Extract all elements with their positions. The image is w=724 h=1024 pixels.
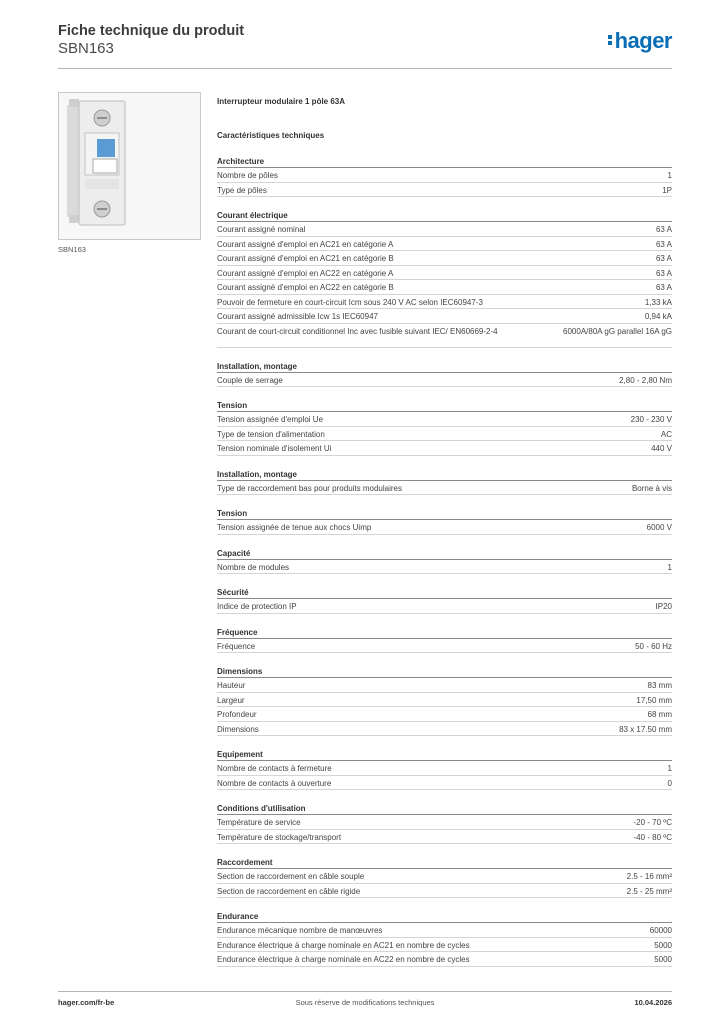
spec-value: 50 - 60 Hz [635,641,672,651]
spec-section [217,910,672,967]
spec-row [217,251,672,266]
spec-value: 1 [667,764,672,773]
footer-divider [58,991,672,992]
spec-label: Pouvoir de fermeture en court-circuit Icm sous 240 V AC selon IEC60947-3 [217,297,483,307]
section-title: Tension [217,507,672,520]
product-name: Interrupteur modulaire 1 pôle 63A [217,97,346,106]
spec-section [217,507,672,535]
spec-row [217,168,672,183]
spec-row [217,520,672,535]
spec-label: Tension assignée d'emploi Ue [217,415,324,424]
spec-label: Type de pôles [217,185,267,195]
spec-label: Courant assigné d'emploi en AC21 en catégorie B [217,254,394,263]
spec-label: Nombre de contacts à fermeture [217,764,332,773]
spec-label: Type de tension d'alimentation [217,429,325,439]
spec-value: 5000 [654,940,672,950]
spec-row [217,183,672,198]
spec-label: Largeur [217,695,245,705]
spec-value: 68 mm [647,710,672,719]
section-title: Installation, montage [217,360,672,373]
spec-row [217,412,672,427]
spec-section [217,665,672,736]
section-title: Raccordement [217,856,672,869]
spec-row [217,427,672,442]
footer-website: hager.com/fr-be [58,998,115,1007]
spec-value: 63 A [655,283,672,292]
spec-label: Couple de serrage [217,375,283,385]
spec-row [217,324,672,348]
spec-section [217,209,672,348]
product-image [58,92,201,240]
spec-label: Courant de court-circuit conditionnel Inc avec fusible suivant IEC/ EN60669-2-4 [217,326,498,336]
spec-section [217,586,672,614]
spec-row [217,266,672,281]
spec-row [217,237,672,252]
spec-row [217,693,672,708]
spec-section [217,468,672,496]
product-reference: SBN163 [58,40,114,57]
footer-notice: Sous réserve de modifications techniques [295,998,435,1007]
image-caption: SBN163 [58,245,86,254]
spec-sections [217,155,672,967]
spec-row [217,309,672,324]
section-title: Conditions d'utilisation [217,802,672,815]
spec-label: Endurance électrique à charge nominale en AC21 en nombre de cycles [217,940,470,950]
spec-label: Courant assigné nominal [217,225,306,234]
spec-value: -20 - 70 ºC [633,818,672,827]
section-title: Sécurité [217,586,672,599]
spec-section [217,856,672,898]
spec-label: Hauteur [217,681,246,690]
spec-label: Dimensions [217,724,259,734]
spec-value: 60000 [649,926,672,935]
spec-row [217,884,672,899]
spec-value: 6000 V [646,523,672,532]
spec-value: 1P [662,185,672,195]
spec-row [217,707,672,722]
spec-value: 0 [667,778,672,788]
spec-label: Section de raccordement en câble rigide [217,886,361,896]
spec-label: Courant assigné d'emploi en AC22 en catégorie B [217,283,394,292]
hager-logo [608,28,672,54]
spec-label: Profondeur [217,710,257,719]
spec-row [217,923,672,938]
spec-value: 2.5 - 16 mm² [626,872,672,881]
spec-label: Section de raccordement en câble souple [217,872,365,881]
spec-row [217,815,672,830]
spec-section [217,547,672,575]
spec-value: 63 A [655,225,672,234]
spec-value: 1 [667,171,672,180]
spec-row [217,938,672,953]
section-title: Equipement [217,748,672,761]
spec-row [217,869,672,884]
section-title: Capacité [217,547,672,560]
spec-section [217,802,672,844]
section-title: Installation, montage [217,468,672,481]
logo-dots-icon [608,33,613,47]
section-title: Courant électrique [217,209,672,222]
spec-value: 63 A [655,268,672,278]
spec-section [217,155,672,197]
spec-value: 17,50 mm [636,695,672,705]
spec-label: Courant assigné d'emploi en AC21 en catégorie A [217,239,394,249]
spec-value: 6000A/80A gG parallel 16A gG [563,326,672,336]
spec-value: 2.5 - 25 mm² [626,886,672,896]
spec-value: 5000 [654,955,672,964]
page-title: Fiche technique du produit [58,23,245,39]
spec-value: 83 mm [647,681,672,690]
spec-row [217,441,672,456]
spec-label: Endurance électrique à charge nominale en AC22 en nombre de cycles [217,955,470,964]
spec-value: AC [660,429,672,439]
section-title: Tension [217,399,672,412]
spec-row [217,952,672,967]
spec-label: Nombre de contacts à ouverture [217,778,332,788]
spec-label: Tension nominale d'isolement Ui [217,444,332,453]
tech-characteristics-heading: Caractéristiques techniques [217,131,325,140]
header-divider [58,68,672,69]
spec-row [217,280,672,295]
spec-label: Fréquence [217,641,256,651]
page-header [58,22,672,70]
modular-switch-icon [59,93,200,239]
spec-row [217,222,672,237]
spec-label: Indice de protection IP [217,602,297,611]
spec-row [217,295,672,310]
spec-value: 0,94 kA [644,312,672,321]
spec-value: 1,33 kA [644,297,672,307]
spec-value: 83 x 17.50 mm [619,724,672,734]
spec-row [217,722,672,737]
spec-sheet [217,97,672,967]
spec-label: Température de service [217,818,301,827]
spec-value: 63 A [655,239,672,249]
logo-text: hager [614,28,672,53]
spec-label: Tension assignée de tenue aux chocs Uimp [217,523,372,532]
section-title: Architecture [217,155,672,168]
spec-section [217,626,672,654]
section-title: Endurance [217,910,672,923]
spec-section [217,360,672,388]
spec-row [217,481,672,496]
spec-value: Borne à vis [631,483,672,493]
spec-label: Nombre de modules [217,562,290,572]
spec-row [217,678,672,693]
spec-label: Température de stockage/transport [217,832,342,842]
footer-date: 10.04.2026 [634,998,672,1007]
spec-row [217,639,672,654]
spec-label: Endurance mécanique nombre de manœuvres [217,926,383,935]
spec-label: Type de raccordement bas pour produits modulaires [217,483,402,493]
spec-row [217,776,672,791]
spec-value: 1 [667,562,672,572]
spec-label: Nombre de pôles [217,171,278,180]
spec-section [217,399,672,456]
spec-value: 63 A [655,254,672,263]
spec-value: 440 V [651,444,672,453]
section-title: Dimensions [217,665,672,678]
spec-row [217,560,672,575]
spec-row [217,373,672,388]
spec-row [217,830,672,845]
spec-section [217,748,672,790]
spec-label: Courant assigné admissible Icw 1s IEC60947 [217,312,378,321]
spec-row [217,599,672,614]
spec-label: Courant assigné d'emploi en AC22 en catégorie A [217,268,394,278]
spec-value: -40 - 80 ºC [633,832,672,842]
section-title: Fréquence [217,626,672,639]
spec-value: 2,80 - 2,80 Nm [619,375,672,385]
spec-row [217,761,672,776]
spec-value: 230 - 230 V [630,415,672,424]
spec-value: IP20 [655,602,672,611]
